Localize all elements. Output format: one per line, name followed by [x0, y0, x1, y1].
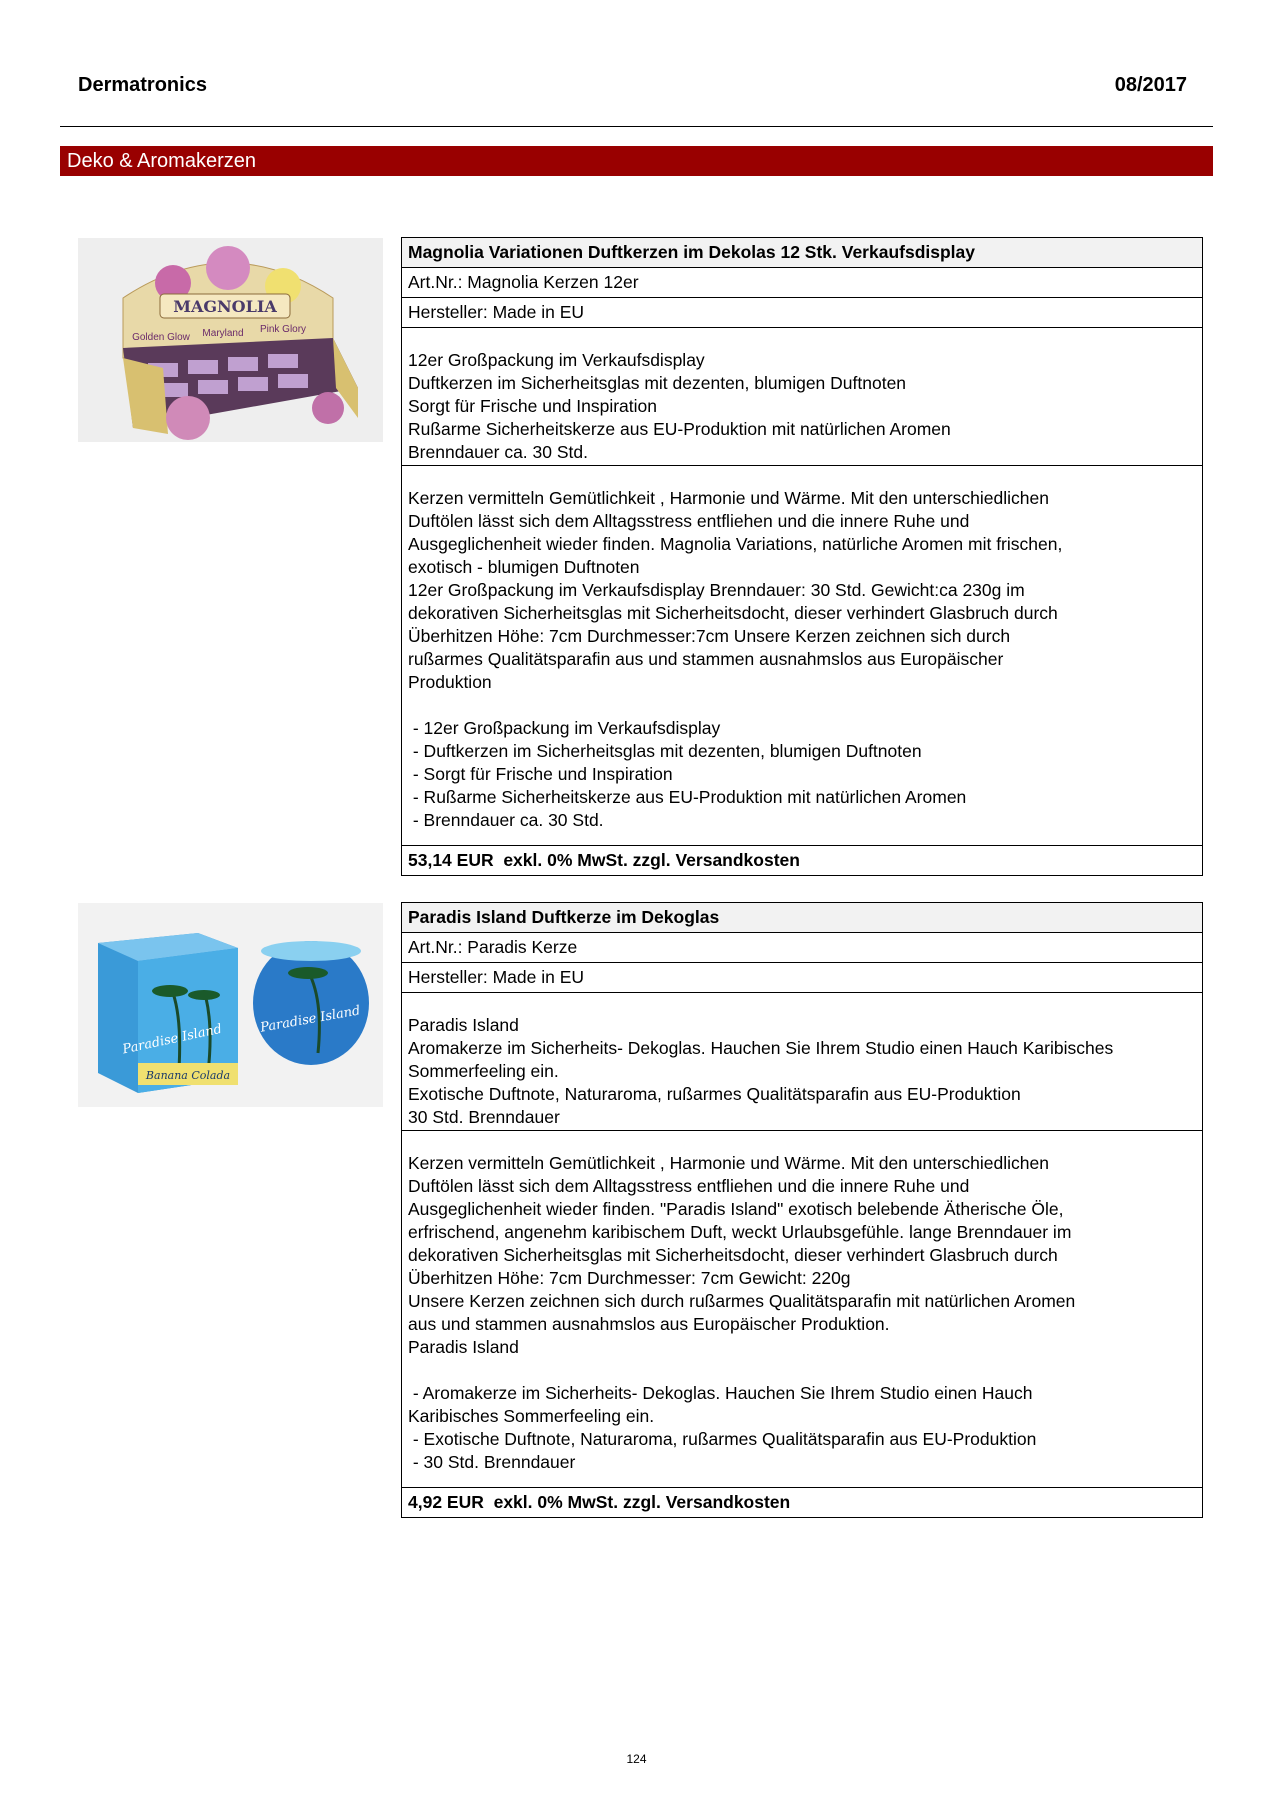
description-line: Kerzen vermitteln Gemütlichkeit , Harmonie und Wärme. Mit den unterschiedlichen: [408, 1153, 1049, 1173]
product-image-paradis: [78, 903, 383, 1107]
catalog-date: 08/2017: [1114, 74, 1187, 96]
bullet-line: - Sorgt für Frische und Inspiration: [408, 764, 673, 784]
description-line: Duftölen lässt sich dem Alltagsstress entfliehen und die innere Ruhe und: [408, 511, 970, 531]
product-manufacturer: Hersteller: Made in EU: [402, 962, 1202, 992]
description-line: Duftölen lässt sich dem Alltagsstress entfliehen und die innere Ruhe und: [408, 1176, 970, 1196]
product-card-magnolia: [401, 237, 1203, 876]
bullet-line: - Brenndauer ca. 30 Std.: [408, 810, 604, 830]
product-summary: [402, 327, 1202, 465]
summary-line: Duftkerzen im Sicherheitsglas mit dezenten, blumigen Duftnoten: [408, 373, 907, 393]
product-price: 53,14 EUR exkl. 0% MwSt. zzgl. Versandkosten: [402, 845, 1202, 875]
summary-line: Brenndauer ca. 30 Std.: [408, 442, 588, 462]
summary-line: Sorgt für Frische und Inspiration: [408, 396, 658, 416]
magnolia-display-illustration: [78, 238, 383, 442]
summary-line: Aromakerze im Sicherheits- Dekoglas. Hauchen Sie Ihrem Studio einen Hauch Karibisches: [408, 1038, 1114, 1058]
description-line: rußarmes Qualitätsparafin aus und stammen ausnahmslos aus Europäischer: [408, 649, 1004, 669]
bullet-line: - 12er Großpackung im Verkaufsdisplay: [408, 718, 721, 738]
magnolia-variant-pink: Pink Glory: [259, 324, 307, 335]
summary-line: 30 Std. Brenndauer: [408, 1107, 560, 1127]
bullet-line: Karibisches Sommerfeeling ein.: [408, 1406, 655, 1426]
bullet-line: - Duftkerzen im Sicherheitsglas mit dezenten, blumigen Duftnoten: [408, 741, 922, 761]
description-line: dekorativen Sicherheitsglas mit Sicherheitsdocht, dieser verhindert Glasbruch durch: [408, 603, 1058, 623]
company-name: Dermatronics: [78, 74, 207, 96]
paradis-candle-illustration: [78, 903, 383, 1107]
description-line: dekorativen Sicherheitsglas mit Sicherheitsdocht, dieser verhindert Glasbruch durch: [408, 1245, 1058, 1265]
summary-line: Exotische Duftnote, Naturaroma, rußarmes Qualitätsparafin aus EU-Produktion: [408, 1084, 1021, 1104]
paradis-box-brand: Paradise Island: [121, 1021, 224, 1058]
header-divider: [60, 126, 1213, 127]
description-line: Kerzen vermitteln Gemütlichkeit , Harmonie und Wärme. Mit den unterschiedlichen: [408, 488, 1049, 508]
product-description: [402, 465, 1202, 845]
description-line: aus und stammen ausnahmslos aus Europäischer Produktion.: [408, 1314, 890, 1334]
product-summary: [402, 992, 1202, 1130]
section-title-bar: [60, 146, 1213, 176]
paradis-glass-brand: Paradise Island: [259, 1003, 362, 1036]
bullet-line: - Rußarme Sicherheitskerze aus EU-Produktion mit natürlichen Aromen: [408, 787, 967, 807]
magnolia-brand-text: MAGNOLIA: [173, 297, 277, 316]
description-line: 12er Großpackung im Verkaufsdisplay Brenndauer: 30 Std. Gewicht:ca 230g im: [408, 580, 1025, 600]
product-title: Paradis Island Duftkerze im Dekoglas: [402, 903, 1202, 932]
product-article-number: Art.Nr.: Magnolia Kerzen 12er: [402, 267, 1202, 297]
description-line: Paradis Island: [408, 1337, 519, 1357]
description-line: Überhitzen Höhe: 7cm Durchmesser:7cm Unsere Kerzen zeichnen sich durch: [408, 626, 1011, 646]
magnolia-variant-golden: Golden Glow: [132, 332, 190, 343]
description-line: Überhitzen Höhe: 7cm Durchmesser: 7cm Gewicht: 220g: [408, 1268, 851, 1288]
product-price: 4,92 EUR exkl. 0% MwSt. zzgl. Versandkosten: [402, 1487, 1202, 1517]
description-line: erfrischend, angenehm karibischem Duft, weckt Urlaubsgefühle. lange Brenndauer im: [408, 1222, 1072, 1242]
product-description: [402, 1130, 1202, 1487]
product-image-magnolia: [78, 238, 383, 442]
summary-line: Rußarme Sicherheitskerze aus EU-Produktion mit natürlichen Aromen: [408, 419, 951, 439]
description-line: Ausgeglichenheit wieder finden. Magnolia Variations, natürliche Aromen mit frischen,: [408, 534, 1063, 554]
page-number: 124: [626, 1752, 647, 1766]
description-line: Produktion: [408, 672, 492, 692]
bullet-line: - Exotische Duftnote, Naturaroma, rußarmes Qualitätsparafin aus EU-Produktion: [408, 1429, 1037, 1449]
description-line: exotisch - blumigen Duftnoten: [408, 557, 640, 577]
product-card-paradis: [401, 902, 1203, 1518]
paradis-box-flavor: Banana Colada: [145, 1069, 231, 1082]
product-article-number: Art.Nr.: Paradis Kerze: [402, 932, 1202, 962]
section-title: Deko & Aromakerzen: [67, 150, 256, 172]
summary-line: Paradis Island: [408, 1015, 519, 1035]
product-manufacturer: Hersteller: Made in EU: [402, 297, 1202, 327]
description-line: Unsere Kerzen zeichnen sich durch rußarmes Qualitätsparafin mit natürlichen Aromen: [408, 1291, 1076, 1311]
summary-line: 12er Großpackung im Verkaufsdisplay: [408, 350, 705, 370]
product-title: Magnolia Variationen Duftkerzen im Dekolas 12 Stk. Verkaufsdisplay: [402, 238, 1202, 267]
bullet-line: - Aromakerze im Sicherheits- Dekoglas. Hauchen Sie Ihrem Studio einen Hauch: [408, 1383, 1033, 1403]
bullet-line: - 30 Std. Brenndauer: [408, 1452, 576, 1472]
description-line: Ausgeglichenheit wieder finden. "Paradis Island" exotisch belebende Ätherische Öle,: [408, 1199, 1064, 1219]
summary-line: Sommerfeeling ein.: [408, 1061, 559, 1081]
magnolia-variant-maryland: Maryland: [202, 328, 244, 339]
